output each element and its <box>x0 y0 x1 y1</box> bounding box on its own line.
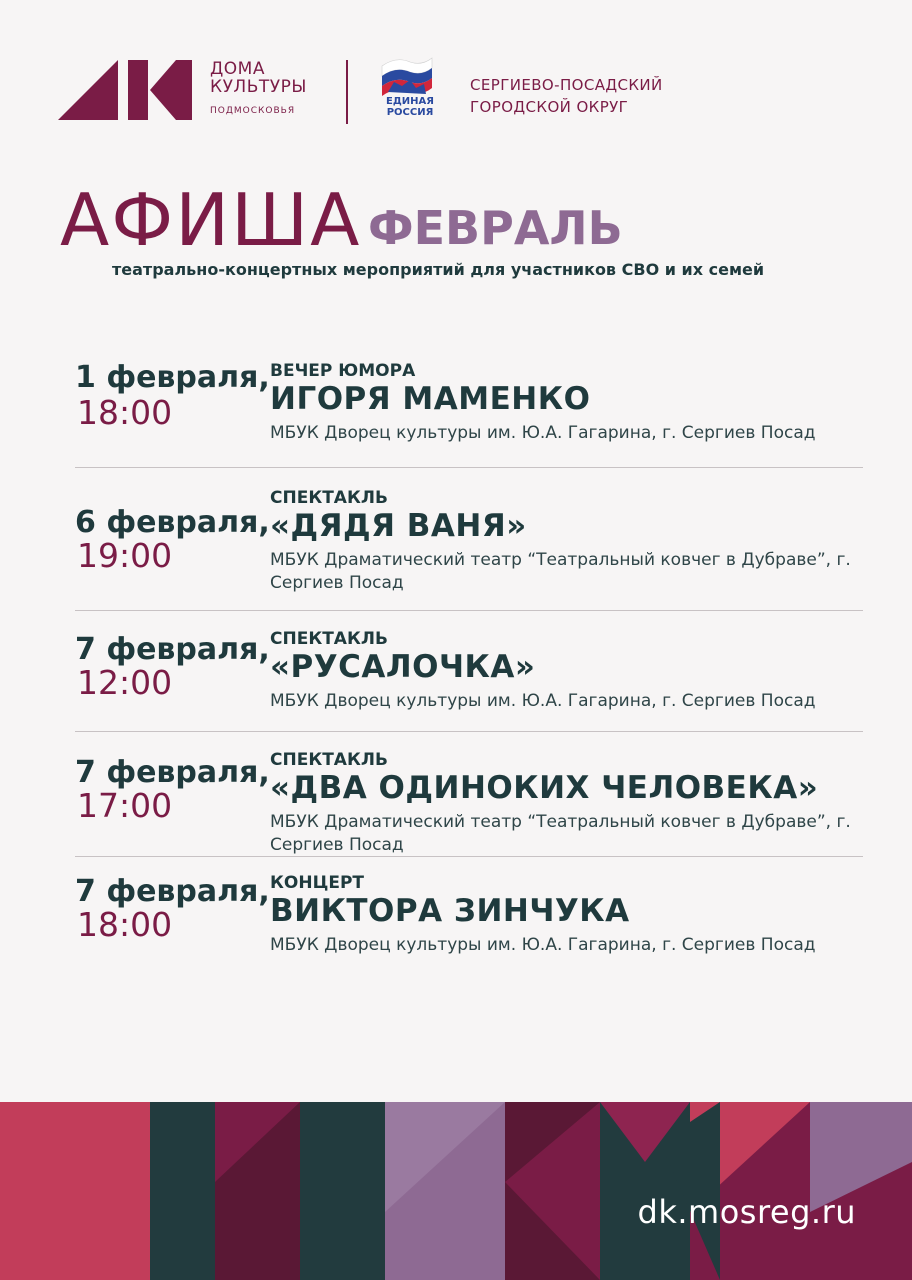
event-separator <box>75 731 863 732</box>
footer-pattern <box>0 1102 912 1280</box>
event-separator <box>75 856 863 857</box>
edinaya-rossiya-text <box>382 96 438 118</box>
event-type: КОНЦЕРТ <box>270 873 365 893</box>
header-divider <box>346 60 348 124</box>
dk-line2: КУЛЬТУРЫ <box>210 77 307 97</box>
doma-kultury-logo <box>58 60 192 120</box>
event-venue: МБУК Дворец культуры им. Ю.А. Гагарина, г. Сергиев Посад <box>270 423 816 443</box>
doma-kultury-wordmark <box>210 60 307 120</box>
event-date: 7 февраля, <box>75 755 270 790</box>
event-venue: МБУК Дворец культуры им. Ю.А. Гагарина, г. Сергиев Посад <box>270 691 816 711</box>
event-venue: МБУК Драматический театр “Театральный ковчег в Дубраве”, г. Сергиев Посад <box>270 812 851 855</box>
page-subtitle: театрально-концертных мероприятий для участников СВО и их семей <box>112 260 765 279</box>
event-date: 1 февраля, <box>75 360 270 395</box>
event-type: СПЕКТАКЛЬ <box>270 750 388 770</box>
event-time: 18:00 <box>77 393 173 432</box>
event-separator <box>75 467 863 468</box>
event-title: ИГОРЯ МАМЕНКО <box>270 381 591 417</box>
event-venue: МБУК Дворец культуры им. Ю.А. Гагарина, г. Сергиев Посад <box>270 935 816 955</box>
okrug-name <box>470 74 663 118</box>
event-venue: МБУК Драматический театр “Театральный ковчег в Дубраве”, г. Сергиев Посад <box>270 550 851 593</box>
event-time: 12:00 <box>77 663 173 702</box>
event-date: 6 февраля, <box>75 505 270 540</box>
er-line2: РОССИЯ <box>386 107 434 118</box>
event-title: «РУСАЛОЧКА» <box>270 649 536 685</box>
dk-line1: ДОМА <box>210 59 265 79</box>
event-type: СПЕКТАКЛЬ <box>270 488 388 508</box>
title-month: ФЕВРАЛЬ <box>368 201 623 255</box>
event-title: «ДЯДЯ ВАНЯ» <box>270 508 527 544</box>
event-title: ВИКТОРА ЗИНЧУКА <box>270 893 630 929</box>
page-title: АФИША <box>60 178 362 262</box>
event-type: ВЕЧЕР ЮМОРА <box>270 361 416 381</box>
site-url[interactable]: dk.mosreg.ru <box>637 1193 856 1231</box>
dk-line3: ПОДМОСКОВЬЯ <box>210 106 296 116</box>
event-type: СПЕКТАКЛЬ <box>270 629 388 649</box>
event-date: 7 февраля, <box>75 632 270 667</box>
event-time: 17:00 <box>77 786 173 825</box>
event-time: 19:00 <box>77 536 173 575</box>
event-title: «ДВА ОДИНОКИХ ЧЕЛОВЕКА» <box>270 770 819 806</box>
event-time: 18:00 <box>77 905 173 944</box>
okrug-line2: ГОРОДСКОЙ ОКРУГ <box>470 98 629 116</box>
event-date: 7 февраля, <box>75 874 270 909</box>
okrug-line1: СЕРГИЕВО-ПОСАДСКИЙ <box>470 76 663 94</box>
er-line1: ЕДИНАЯ <box>386 96 434 107</box>
event-separator <box>75 610 863 611</box>
